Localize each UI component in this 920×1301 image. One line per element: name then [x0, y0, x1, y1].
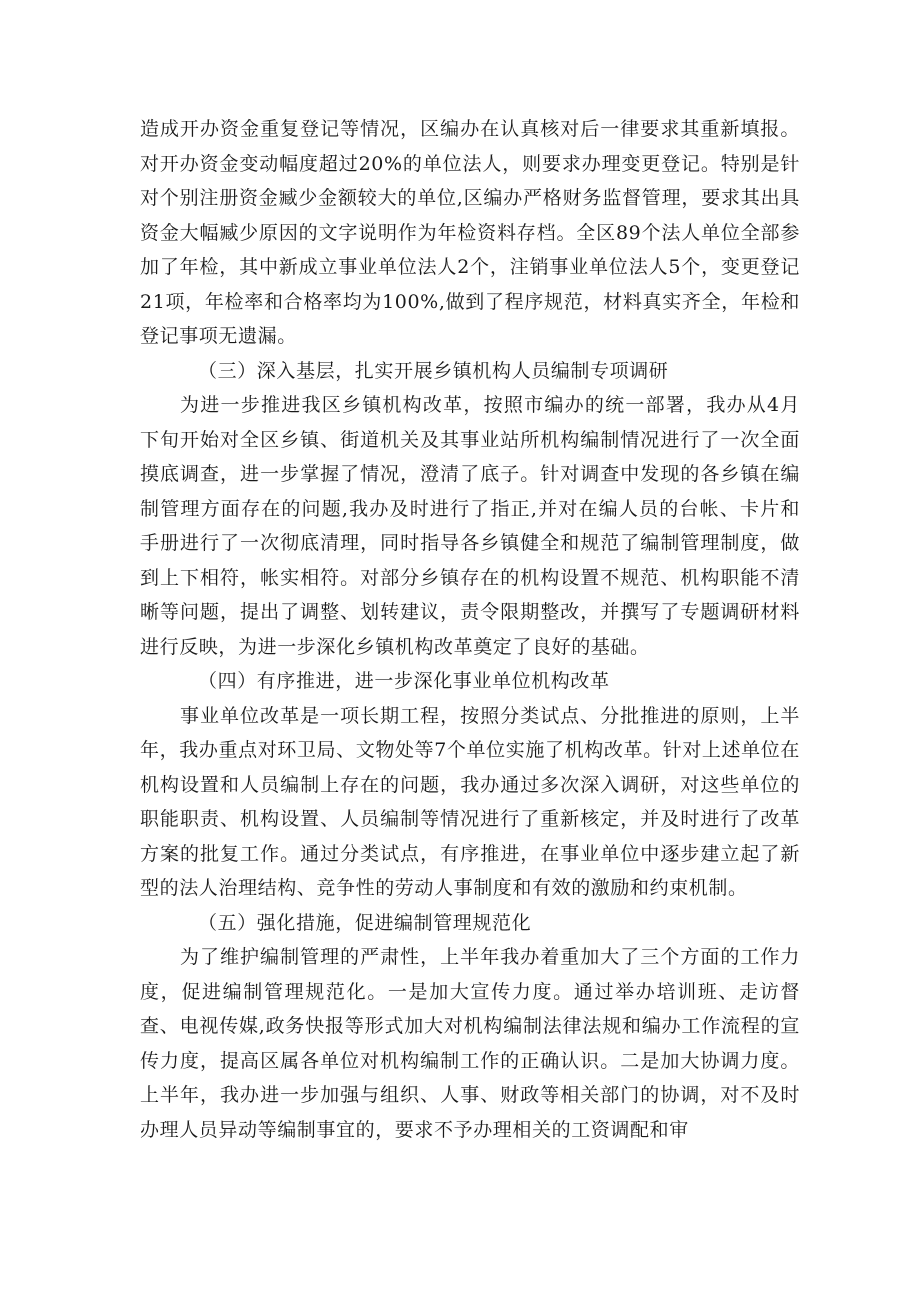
section-heading-3: （三）深入基层，扎实开展乡镇机构人员编制专项调研 — [198, 359, 669, 382]
paragraph-township-survey: 为进一步推进我区乡镇机构改革，按照市编办的统一部署，我办从4月下旬开始对全区乡镇、街道机关及其事业站所机构编制情况进行了一次全面摸底调查，进一步掌握了情况，澄清了底子。针对调查中发现的各乡镇在编制管理方面存在的问题,我办及时进行了指正,并对在编人员的台帐、卡片和手册进行了一次彻底清理，同时指导各乡镇健全和规范了编制管理制度，做到上下相符，帐实相符。对部分乡镇存在的机构设置不规范、机构职能不清晰等问题，提出了调整、划转建议，责令限期整改，并撰写了专题调研材料进行反映，为进一步深化乡镇机构改革奠定了良好的基础。 — [140, 394, 800, 658]
paragraph-standardization: 为了维护编制管理的严肃性，上半年我办着重加大了三个方面的工作力度，促进编制管理规范化。一是加大宣传力度。通过举办培训班、走访督查、电视传媒,政务快报等形式加大对机构编制法律法规和编办工作流程的宣传力度，提高区属各单位对机构编制工作的正确认识。二是加大协调力度。上半年，我办进一步加强与组织、人事、财政等相关部门的协调，对不及时办理人员异动等编制事宜的，要求不予办理相关的工资调配和审 — [140, 946, 800, 1141]
section-heading-5: （五）强化措施，促进编制管理规范化 — [198, 911, 532, 934]
paragraph-institution-reform: 事业单位改革是一项长期工程，按照分类试点、分批推进的原则，上半年，我办重点对环卫局、文物处等7个单位实施了机构改革。针对上述单位在机构设置和人员编制上存在的问题，我办通过多次深入调研，对这些单位的职能职责、机构设置、人员编制等情况进行了重新核定，并及时进行了改革方案的批复工作。通过分类试点，有序推进，在事业单位中逐步建立起了新型的法人治理结构、竞争性的劳动人事制度和有效的激励和约束机制。 — [140, 704, 800, 899]
document-body — [140, 112, 800, 1147]
paragraph-continued: 造成开办资金重复登记等情况，区编办在认真核对后一律要求其重新填报。对开办资金变动幅度超过20%的单位法人，则要求办理变更登记。特别是针对个别注册资金臧少金额较大的单位,区编办严格财务监督管理，要求其出具资金大幅臧少原因的文字说明作为年检资料存档。全区89个法人单位全部参加了年检，其中新成立事业单位法人2个，注销事业单位法人5个，变更登记21项，年检率和合格率均为100%,做到了程序规范，材料真实齐全，年检和登记事项无遗漏。 — [140, 118, 800, 347]
section-heading-4: （四）有序推进，进一步深化事业单位机构改革 — [198, 670, 610, 692]
